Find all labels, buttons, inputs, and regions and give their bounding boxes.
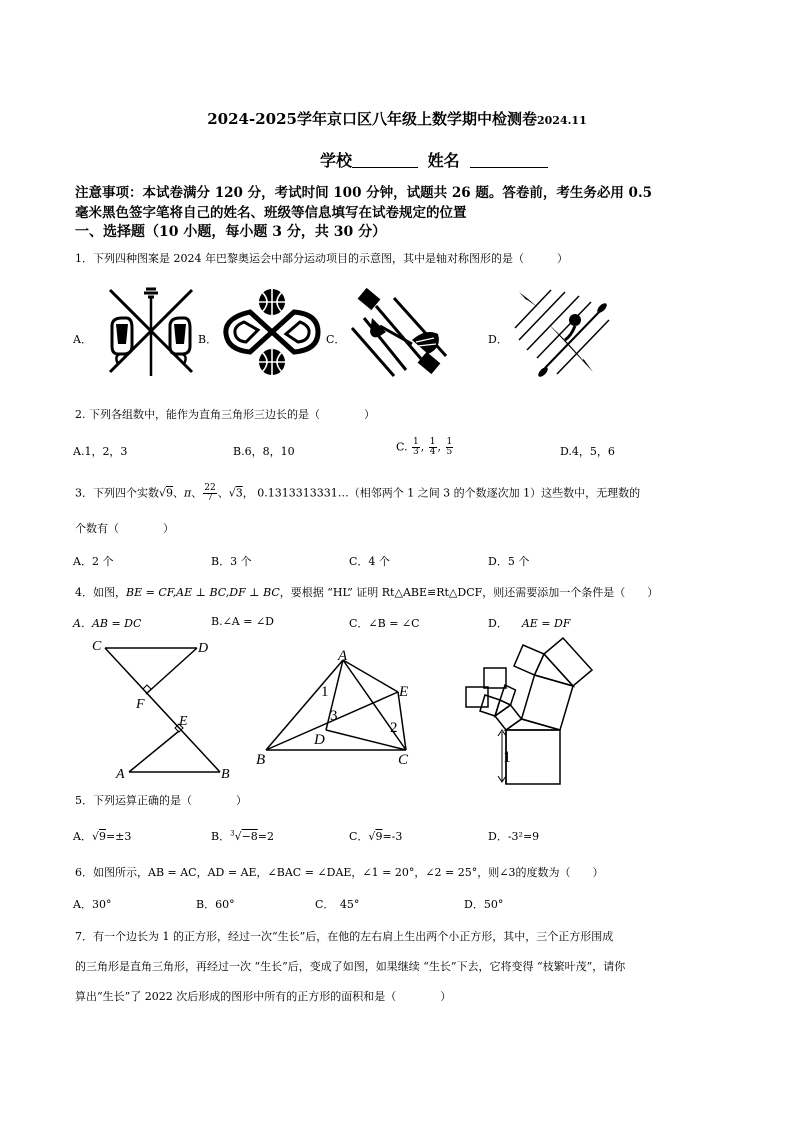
- sqrt-symbol: √: [234, 830, 242, 843]
- q2-option-d[interactable]: D.4，5，6: [560, 445, 615, 458]
- q6-option-d[interactable]: D．50°: [464, 898, 504, 911]
- q5-option-b[interactable]: B．$^3$√−8=2: [211, 829, 275, 843]
- fig1-label-e: E: [179, 714, 188, 729]
- badminton-icon: [350, 288, 450, 378]
- exam-date: 2024.11: [536, 114, 587, 127]
- q4-stem: 4．如图，BE = CF,AE ⊥ BC,DF ⊥ BC，要根据 “HL” 证明 Rt△ABE≌Rt△DCF，则还需要添加一个条件是（ ）: [75, 586, 659, 599]
- fig2-angle-1: 1: [321, 684, 329, 700]
- q5-stem: 5．下列运算正确的是（ ）: [75, 794, 247, 807]
- figure-2-triangles: [254, 648, 424, 770]
- q2-option-c-label: C.: [396, 440, 408, 454]
- fig1-label-b: B: [221, 767, 230, 782]
- school-label: 学校: [320, 151, 353, 170]
- q2-option-a[interactable]: A.1，2，3: [73, 445, 128, 458]
- fig1-label-d: D: [198, 641, 209, 656]
- q2-option-c[interactable]: C. $\frac{1}{3}$ , $\frac{1}{4}$ , $\frac{1}{5}$: [396, 437, 453, 457]
- q6-option-a[interactable]: A．30°: [73, 898, 112, 911]
- fig2-label-d: D: [314, 732, 325, 748]
- fig1-label-c: C: [92, 639, 102, 654]
- fig1-label-f: F: [136, 697, 145, 712]
- q2-c-fraction-1: $\frac{1}{3}$: [413, 437, 419, 457]
- notice-line-2: 毫米黑色签字笔将自己的姓名、班级等信息填写在试卷规定的位置: [75, 205, 467, 221]
- q2-c-fraction-2: $\frac{1}{4}$: [429, 437, 436, 457]
- exam-title: 2024-2025学年京口区八年级上数学期中检测卷: [207, 110, 537, 128]
- fig2-label-c: C: [398, 752, 409, 768]
- sqrt-symbol: √: [159, 486, 167, 500]
- q3-option-a[interactable]: A．2 个: [73, 555, 114, 568]
- fig2-angle-2: 2: [390, 720, 398, 736]
- q4-option-c[interactable]: C．∠B = ∠C: [349, 617, 420, 630]
- fig3-label-1: 1: [503, 749, 511, 766]
- q3-option-d[interactable]: D．5 个: [488, 555, 530, 568]
- fencing-icon: [104, 284, 198, 378]
- q2-stem: 2. 下列各组数中，能作为直角三角形三边长的是（ ）: [75, 408, 375, 421]
- q1-option-a[interactable]: A．: [73, 333, 92, 346]
- q1-option-c[interactable]: C．: [326, 333, 346, 346]
- fig2-label-e: E: [399, 684, 409, 700]
- sqrt-symbol: √: [368, 830, 376, 843]
- q1-option-b[interactable]: B．: [198, 333, 218, 346]
- q7-stem-line1: 7．有一个边长为 1 的正方形，经过一次“生长”后，在他的左右肩上生出两个小正方形，其中，三个正方形围成: [75, 930, 614, 943]
- q4-option-b[interactable]: B.∠A = ∠D: [211, 615, 274, 628]
- figure-3-pythagoras-tree: [462, 636, 642, 786]
- q7-stem-line3: 算出“生长”了 2022 次后形成的图形中所有的正方形的面积和是（ ）: [75, 990, 452, 1003]
- q5-option-d[interactable]: D．-3²=9: [488, 830, 540, 843]
- q5-option-c[interactable]: C．√9=-3: [349, 830, 403, 843]
- fig2-label-a: A: [338, 648, 348, 664]
- q7-stem-line2: 的三角形是直角三角形，再经过一次 “生长”后，变成了如图，如果继续 “生长”下去，它将变得 “枝繁叶茂”，请你: [75, 960, 626, 973]
- figure-1-triangles: [88, 636, 238, 784]
- q3-option-c[interactable]: C．4 个: [349, 555, 390, 568]
- fig2-label-b: B: [256, 752, 266, 768]
- q4-option-a[interactable]: A．AB = DC: [73, 617, 142, 630]
- q3-stem-line2: 个数有（ ）: [75, 522, 174, 535]
- q6-option-c[interactable]: C． 45°: [315, 898, 360, 911]
- sqrt-symbol: √: [228, 486, 236, 500]
- q6-stem: 6．如图所示，AB = AC，AD = AE，∠BAC = ∠DAE，∠1 = 20°，∠2 = 25°，则∠3的度数为（ ）: [75, 866, 604, 879]
- q6-option-b[interactable]: B．60°: [196, 898, 235, 911]
- name-label: 姓名: [427, 151, 460, 170]
- q2-option-b[interactable]: B.6，8，10: [233, 445, 295, 458]
- q3-option-b[interactable]: B．3 个: [211, 555, 252, 568]
- q5-option-a[interactable]: A．√9=±3: [73, 830, 132, 843]
- q1-stem: 1．下列四种图案是 2024 年巴黎奥运会中部分运动项目的示意图，其中是轴对称图形的是（ ）: [75, 252, 568, 265]
- q1-option-d[interactable]: D．: [488, 333, 508, 346]
- fig2-angle-3: 3: [330, 708, 338, 724]
- school-blank[interactable]: [352, 151, 418, 168]
- q2-c-fraction-3: $\frac{1}{5}$: [446, 437, 453, 457]
- notice-line-1: 注意事项：本试卷满分 120 分，考试时间 100 分钟，试题共 26 题。答卷前，考生务必用 0.5: [75, 185, 653, 201]
- section-title: 一、选择题（10 小题，每小题 3 分，共 30 分）: [75, 224, 387, 240]
- sqrt-symbol: √: [91, 830, 99, 843]
- school-name-row: [320, 148, 548, 171]
- fig1-label-a: A: [116, 767, 125, 782]
- q3-stem: 3．下列四个实数√9、π、 $\frac{22}{7}$ 、√3， 0.1313313331…（相邻两个 1 之间 3 的个数逐次加 1）这些数中，无理数的: [75, 483, 641, 503]
- q3-fraction: $\frac{22}{7}$: [204, 483, 216, 503]
- page-title: [0, 108, 794, 129]
- basketball-icon: [222, 286, 322, 378]
- name-blank[interactable]: [470, 151, 548, 168]
- rowing-icon: [505, 288, 615, 384]
- q4-option-d[interactable]: D． AE = DF: [488, 617, 571, 630]
